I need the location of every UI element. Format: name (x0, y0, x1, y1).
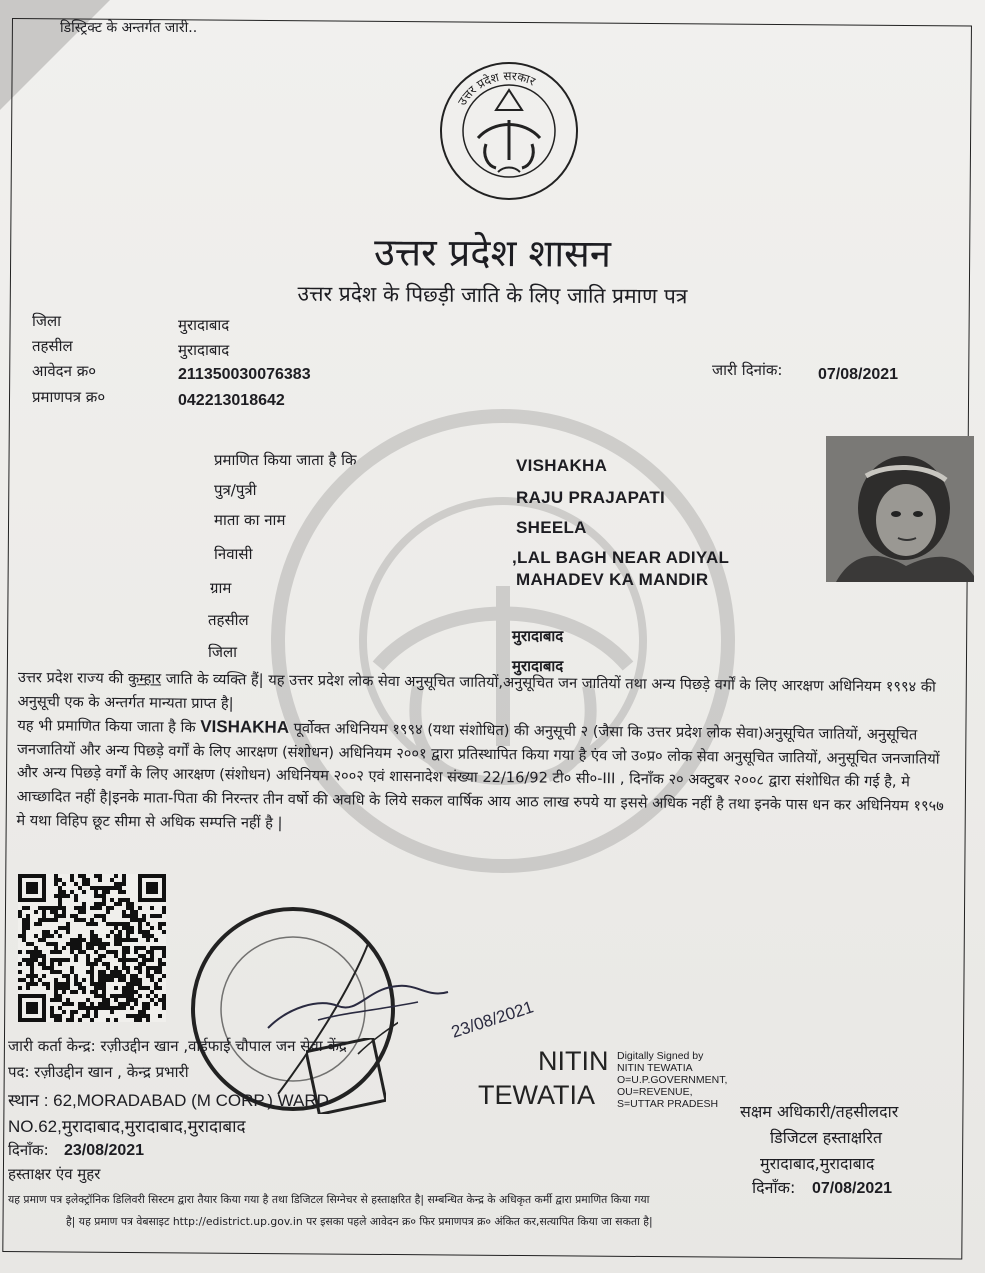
address-line-1: ,LAL BAGH NEAR ADIYAL (512, 548, 730, 567)
resident-label: निवासी (214, 545, 253, 563)
application-number-label: आवेदन क्र० (32, 362, 97, 380)
person-tehsil: मुरादाबाद (512, 627, 564, 645)
digital-signature-details (617, 1050, 727, 1110)
mother-name: SHEELA (516, 518, 587, 537)
body-paragraph-1-end: जाति के व्यक्ति हैं| यह उत्तर प्रदेश लोक सेवा अनुसूचित जातियों,अनुसूचित जन जातियों तथा अन्य पिछड़े वर्गों के लिए आरक्षण अधिनियम १९९४ की अनुसूची एक के अन्तर्गत मान्यता प्राप्त है| (17, 670, 936, 712)
certificate-number: 042213018642 (178, 392, 285, 409)
body-paragraph-1-start: उत्तर प्रदेश राज्य की (17, 668, 129, 688)
address-line-2: MAHADEV KA MANDIR (516, 570, 709, 589)
footer-line-1: यह प्रमाण पत्र इलेक्ट्रॉनिक डिलिवरी सिस्टम द्वारा तैयार किया गया है तथा डिजिटल सिग्नेचर से हस्ताक्षरित है| सम्बन्धित केन्द्र के अधिकृत कर्मी द्वारा प्रमाणित किया गया (8, 1193, 650, 1206)
certified-label: प्रमाणित किया जाता है कि (214, 451, 357, 469)
father-name: RAJU PRAJAPATI (516, 488, 666, 507)
issue-date-label: जारी दिनांक: (712, 361, 783, 379)
issuer-place-line-2: NO.62,मुरादाबाद,मुरादाबाद,मुरादाबाद (8, 1117, 246, 1136)
body-paragraph-2-start: यह भी प्रमाणित किया जाता है कि (17, 717, 201, 737)
issuer-place-line-1: स्थान : 62,MORADABAD (M CORP.) WARD (8, 1091, 329, 1110)
person-district: मुरादाबाद (512, 657, 564, 675)
person-district-label: जिला (208, 643, 238, 661)
caste-name: कुम्हार (127, 670, 162, 688)
issuer-post: पद: रज़ीउद्दीन खान , केन्द्र प्रभारी (8, 1063, 189, 1081)
child-of-label: पुत्र/पुत्री (214, 481, 257, 499)
application-number: 211350030076383 (178, 366, 311, 383)
header-note: डिस्ट्रिक्ट के अन्तर्गत जारी.. (60, 20, 198, 36)
applicant-photo (826, 436, 974, 582)
issuer-center: जारी कर्ता केन्द्र: रज़ीउद्दीन खान ,वाईफाई चौपाल जन सेवा केंद्र (8, 1037, 347, 1055)
district-value: मुरादाबाद (178, 316, 230, 334)
dsig-line-2: NITIN TEWATIA (617, 1062, 693, 1074)
dsig-line-4: OU=REVENUE, (617, 1086, 693, 1098)
issuer-date: 23/08/2021 (64, 1142, 145, 1159)
authority-date-label: दिनाँक: (752, 1178, 796, 1197)
issuer-date-label: दिनाँक: (8, 1141, 49, 1159)
issue-date: 07/08/2021 (818, 366, 899, 383)
signature-label: हस्ताक्षर एंव मुहर (8, 1165, 101, 1183)
certificate-subtitle: उत्तर प्रदेश के पिछ्ड़ी जाति के लिए जाति प्रमाण पत्र (297, 281, 688, 309)
handwritten-signature (258, 968, 588, 1038)
authority-title: सक्षम अधिकारी/तहसीलदार (740, 1102, 899, 1121)
mother-label: माता का नाम (214, 511, 286, 529)
handwritten-date: 23/08/2021 (448, 997, 536, 1042)
certificate-number-label: प्रमाणपत्र क्र० (32, 388, 106, 406)
body-paragraph-2-end: पूर्वोक्त अधिनियम १९९४ (यथा संशोधित) की अनुसूची २ (जैसा कि उत्तर प्रदेश लोक सेवा)अनुसूचित जातियों, अनुसूचित जनजातियों और अन्य पिछड़े वर्गों के लिए आरक्षण (संशोधन) अधिनियम २००१ द्वारा प्रतिस्थापित किया गया है एंव जो उ०प्र० लोक सेवा अनुसूचित जातियों, अनुसूचित जनजातियों और अन्य पिछड़े वर्गों के लिए आरक्षण (संशोधन) अधिनियम २००२ एवं शासनादेश संख्या 22/16/92 टी० सी०-III , दिनाँक २० अक्टुबर २००८ द्वारा संशोधित की गई है, मे आच्छादित नहीं है|इनके माता-पिता की निरन्तर तीन वर्षो की अवधि के लिये सकल वार्षिक आय आठ लाख रुपये या इससे अधिक नहीं है तथा इनके पास धन कर अधिनियम १९५७ मे यथा विहिप छूट सीमा से अधिक सम्पत्ति नहीं है | (16, 720, 944, 832)
applicant-name: VISHAKHA (516, 456, 608, 475)
certificate-body (16, 666, 958, 842)
district-label: जिला (32, 312, 62, 330)
authority-location: मुरादाबाद,मुरादाबाद (760, 1154, 875, 1173)
authority-date: 07/08/2021 (812, 1180, 893, 1197)
emblem-text: उत्तर प्रदेश सरकार (454, 68, 538, 108)
footer-line-2: है| यह प्रमाण पत्र वेबसाइट http://edistrict.up.gov.in पर इसका पहले आवेदन क्र० फिर प्रमाणपत्र क्र० अंकित कर,सत्यापित किया जा सकता है| (66, 1215, 653, 1228)
certificate-title: उत्तर प्रदेश शासन (373, 230, 612, 276)
dsig-line-3: O=U.P.GOVERNMENT, (617, 1074, 728, 1086)
person-tehsil-label: तहसील (208, 611, 249, 629)
body-applicant-name: VISHAKHA (200, 717, 290, 738)
village-label: ग्राम (210, 579, 232, 597)
tehsil-label: तहसील (32, 337, 73, 355)
tehsil-value: मुरादाबाद (178, 341, 230, 359)
dsig-line-5: S=UTTAR PRADESH (617, 1098, 719, 1110)
qr-code-icon (18, 874, 166, 1022)
digital-signer-last-name: TEWATIA (478, 1080, 595, 1110)
digital-signer-first-name: NITIN (538, 1046, 609, 1076)
authority-digital: डिजिटल हस्ताक्षरित (770, 1128, 882, 1147)
up-government-seal-icon (438, 60, 580, 202)
dsig-line-1: Digitally Signed by (617, 1050, 704, 1062)
